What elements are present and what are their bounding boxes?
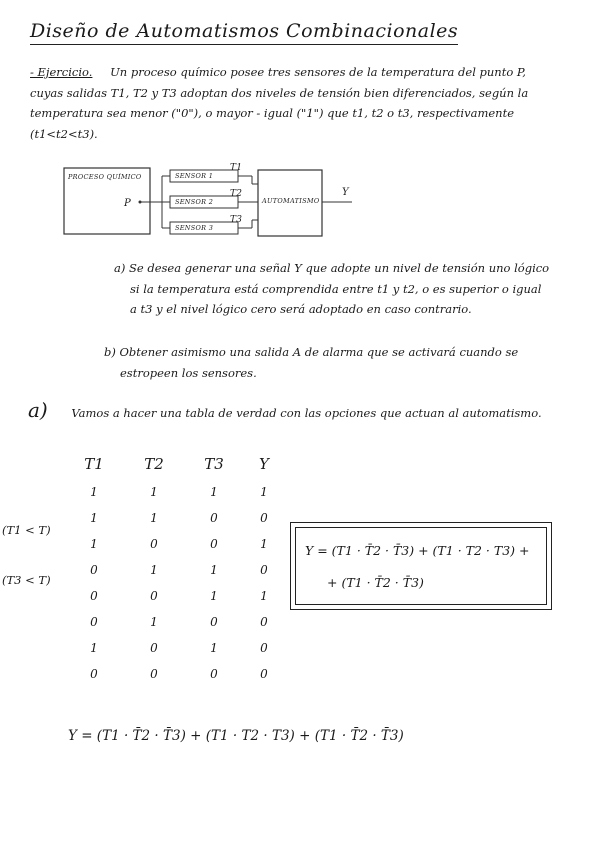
table-row bbox=[60, 589, 290, 615]
table-cell: 0 bbox=[150, 641, 158, 655]
truth-table-header bbox=[60, 455, 290, 485]
table-cell: 1 bbox=[90, 485, 98, 499]
process-label: PROCESO QUÍMICO bbox=[68, 173, 142, 181]
table-cell: 0 bbox=[150, 537, 158, 551]
table-cell: 0 bbox=[90, 667, 98, 681]
question-part-a: a) Se desea generar una señal Y que adopte un nivel de tensión uno lógico si la temperatura está comprendida entre t1 y t2, o es superior o igual a t3 y el nivel lógico cero será adoptado en caso contrario. bbox=[114, 261, 550, 316]
exercise-text: Un proceso químico posee tres sensores de la temperatura del punto P, cuyas salidas T1, T2 y T3 adoptan dos niveles de tensión bien diferenciados, según la temperatura sea menor ("0"), o mayor - igual ("1") que t1, t2 o t3, respectivamente (t1<t2<t3). bbox=[30, 65, 529, 141]
table-cell: 1 bbox=[210, 641, 218, 655]
boxed-equation bbox=[290, 522, 552, 610]
table-cell: 1 bbox=[210, 485, 218, 499]
table-cell: 1 bbox=[150, 485, 158, 499]
table-cell: 1 bbox=[260, 485, 268, 499]
header-t3: T3 bbox=[204, 455, 224, 473]
side-note-t1: (T1 < T) bbox=[2, 523, 51, 537]
table-cell: 0 bbox=[90, 563, 98, 577]
table-cell: 0 bbox=[150, 589, 158, 603]
signal-t3-label: T3 bbox=[230, 215, 243, 225]
table-cell: 1 bbox=[90, 641, 98, 655]
header-t1: T1 bbox=[84, 455, 104, 473]
table-cell: 0 bbox=[90, 615, 98, 629]
signal-t1-label: T1 bbox=[230, 163, 243, 173]
automatismo-label: AUTOMATISMO bbox=[262, 197, 320, 205]
truth-table bbox=[60, 455, 290, 693]
sensor-2-label: SENSOR 2 bbox=[175, 198, 214, 206]
table-row bbox=[60, 485, 290, 511]
side-note-t3: (T3 < T) bbox=[2, 573, 51, 587]
signal-t2-label: T2 bbox=[230, 189, 243, 199]
solution-intro bbox=[28, 400, 568, 424]
table-cell: 0 bbox=[260, 615, 268, 629]
table-row bbox=[60, 641, 290, 667]
solution-text: Vamos a hacer una tabla de verdad con las opciones que actuan al automatismo. bbox=[71, 406, 542, 420]
sensor-1-label: SENSOR 1 bbox=[175, 172, 214, 180]
table-row bbox=[60, 511, 290, 537]
table-cell: 1 bbox=[210, 589, 218, 603]
table-cell: 0 bbox=[210, 537, 218, 551]
table-row bbox=[60, 615, 290, 641]
table-cell: 0 bbox=[210, 667, 218, 681]
output-y-label: Y bbox=[342, 187, 349, 198]
table-cell: 0 bbox=[210, 615, 218, 629]
table-cell: 0 bbox=[260, 563, 268, 577]
table-cell: 1 bbox=[150, 615, 158, 629]
table-row bbox=[60, 667, 290, 693]
table-cell: 1 bbox=[90, 537, 98, 551]
block-diagram bbox=[62, 162, 392, 242]
header-t2: T2 bbox=[144, 455, 164, 473]
table-cell: 1 bbox=[90, 511, 98, 525]
boxed-equation-line-1: Y = (T1 · T̄2 · T̄3) + (T1 · T2 · T3) + bbox=[305, 543, 530, 558]
table-cell: 0 bbox=[260, 641, 268, 655]
page-title: Diseño de Automatismos Combinacionales bbox=[30, 20, 458, 45]
point-label: P bbox=[124, 198, 132, 209]
table-cell: 1 bbox=[150, 511, 158, 525]
table-cell: 0 bbox=[260, 667, 268, 681]
table-cell: 1 bbox=[260, 589, 268, 603]
final-equation: Y = (T1 · T̄2 · T̄3) + (T1 · T2 · T3) + (T1 · T̄2 · T̄3) bbox=[68, 728, 404, 744]
exercise-label: - Ejercicio. bbox=[30, 65, 93, 79]
table-cell: 0 bbox=[210, 511, 218, 525]
boxed-equation-line-2: + (T1 · T̄2 · T̄3) bbox=[327, 575, 424, 590]
sensor-3-label: SENSOR 3 bbox=[175, 224, 214, 232]
truth-table-body bbox=[60, 485, 290, 693]
table-cell: 0 bbox=[90, 589, 98, 603]
boxed-equation-inner-border bbox=[295, 527, 547, 605]
table-cell: 1 bbox=[210, 563, 218, 577]
table-cell: 0 bbox=[260, 511, 268, 525]
table-cell: 0 bbox=[150, 667, 158, 681]
question-part-b: b) Obtener asimismo una salida A de alarma que se activará cuando se estropeen los sensores. bbox=[104, 345, 519, 380]
solution-mark: a) bbox=[28, 398, 48, 422]
header-y: Y bbox=[259, 455, 269, 473]
table-row bbox=[60, 537, 290, 563]
table-cell: 1 bbox=[150, 563, 158, 577]
exercise-statement bbox=[30, 62, 560, 144]
table-cell: 1 bbox=[260, 537, 268, 551]
table-row bbox=[60, 563, 290, 589]
